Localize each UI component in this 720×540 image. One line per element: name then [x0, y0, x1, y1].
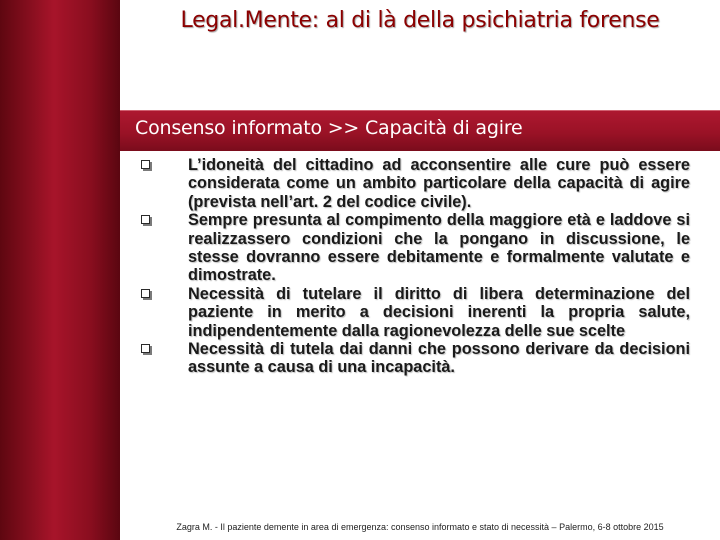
- bullet-item: [135, 211, 690, 285]
- section-title: Consenso informato >> Capacità di agire: [135, 117, 523, 139]
- bullet-item: [135, 156, 690, 211]
- bullet-text: L’idoneità del cittadino ad acconsentire alle cure può essere considerata come un ambito particolare della capacità di agire (prevista nell’art. 2 del codice civile).: [188, 156, 690, 211]
- left-decorative-bar: [0, 0, 120, 540]
- checkbox-bullet-icon: [141, 160, 150, 169]
- bullet-item: [135, 340, 690, 377]
- bullet-text: Necessità di tutelare il diritto di libera determinazione del paziente in merito a decisioni inerenti la propria salute, indipendentemente dalla ragionevolezza delle sue scelte: [188, 284, 690, 340]
- bullet-item: [135, 285, 690, 340]
- slide-footer: Zagra M. - Il paziente demente in area di emergenza: consenso informato e stato di necessità – Palermo, 6-8 ottobre 2015: [176, 522, 664, 532]
- checkbox-bullet-icon: [141, 289, 150, 298]
- slide-title: Legal.Mente: al di là della psichiatria forense: [180, 8, 660, 33]
- bullet-text: Sempre presunta al compimento della maggiore età e laddove si realizzassero condizioni che la pongano in discussione, le stesse dovranno essere debitamente e formalmente valutate e dimostrate.: [188, 211, 690, 285]
- checkbox-bullet-icon: [141, 344, 150, 353]
- bullet-list: [135, 156, 690, 377]
- checkbox-bullet-icon: [141, 215, 150, 224]
- bullet-text: Necessità di tutela dai danni che possono derivare da decisioni assunte a causa di una incapacità.: [188, 340, 690, 377]
